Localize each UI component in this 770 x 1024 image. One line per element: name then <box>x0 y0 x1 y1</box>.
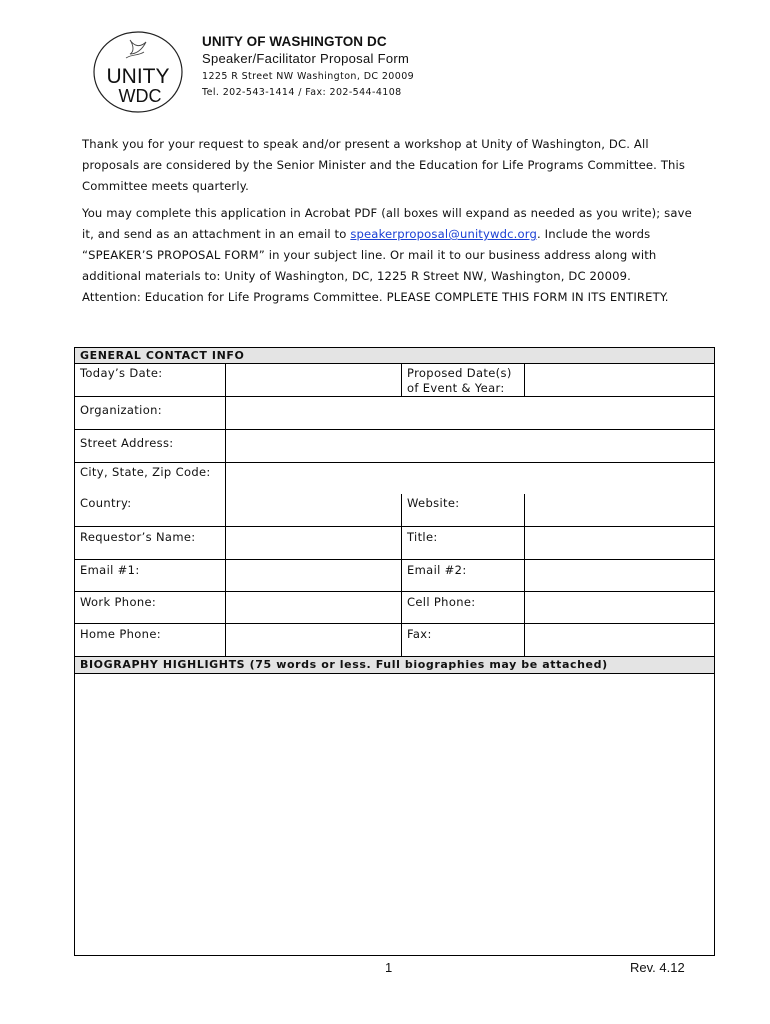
revision-label: Rev. 4.12 <box>630 960 685 975</box>
fax-label: Fax: <box>401 624 524 656</box>
fax-field[interactable] <box>524 624 714 656</box>
unity-wdc-logo <box>90 28 190 116</box>
work-phone-field[interactable] <box>225 592 401 623</box>
general-contact-info-header: GENERAL CONTACT INFO <box>75 348 714 364</box>
city-state-zip-label: City, State, Zip Code: <box>80 465 211 479</box>
logo-unity-text: UNITY <box>106 65 170 88</box>
organization-label: Organization: <box>80 403 162 417</box>
city-state-zip-field[interactable] <box>225 463 714 494</box>
organization-address: 1225 R Street NW Washington, DC 20009 <box>202 71 415 82</box>
form-row-dates <box>75 364 714 397</box>
title-label: Title: <box>401 527 524 559</box>
intro-paragraph-2 <box>82 203 692 308</box>
title-field[interactable] <box>524 527 714 559</box>
form-row-street-address <box>75 430 714 463</box>
instructions <box>82 134 692 308</box>
proposal-form <box>74 347 715 956</box>
website-field[interactable] <box>524 494 714 526</box>
biography-field[interactable] <box>75 674 714 955</box>
todays-date-field[interactable] <box>225 364 401 396</box>
requestor-name-label: Requestor’s Name: <box>80 530 196 544</box>
form-row-country <box>75 494 714 527</box>
logo-wdc-text: WDC <box>118 86 162 106</box>
intro-text-after-email: . Include the words “SPEAKER’S PROPOSAL FORM” in your subject line. Or mail it to our business address along with additional materials to: Unity of Washington, DC, 1225 R Street NW, Washington, DC 20009. Attention: Education for Life Programs Committee. PLEASE COMPLETE THIS FORM IN ITS ENTIRETY. <box>82 227 669 304</box>
email-2-field[interactable] <box>524 560 714 591</box>
street-address-field[interactable] <box>225 430 714 462</box>
todays-date-label: Today’s Date: <box>80 366 163 380</box>
organization-field[interactable] <box>225 397 714 429</box>
country-field[interactable] <box>225 494 401 526</box>
home-phone-label: Home Phone: <box>80 627 161 641</box>
proposed-dates-field[interactable] <box>524 364 535 396</box>
cell-phone-field[interactable] <box>524 592 714 623</box>
form-row-city-state-zip <box>75 463 714 494</box>
form-title: Speaker/Facilitator Proposal Form <box>202 51 410 66</box>
form-row-home-fax <box>75 624 714 657</box>
email-1-field[interactable] <box>225 560 401 591</box>
form-row-requestor <box>75 527 714 560</box>
form-row-phone <box>75 592 714 624</box>
page-number: 1 <box>385 960 393 975</box>
home-phone-field[interactable] <box>225 624 401 656</box>
email-1-label: Email #1: <box>80 563 140 577</box>
email-2-label: Email #2: <box>401 560 524 591</box>
country-label: Country: <box>80 496 132 510</box>
letterhead <box>202 34 414 98</box>
proposed-dates-label: Proposed Date(s) of Event & Year: <box>401 364 524 396</box>
cell-phone-label: Cell Phone: <box>401 592 524 623</box>
street-address-label: Street Address: <box>80 436 174 450</box>
organization-phone-fax: Tel. 202-543-1414 / Fax: 202-544-4108 <box>202 87 402 98</box>
biography-highlights-header: BIOGRAPHY HIGHLIGHTS (75 words or less. Full biographies may be attached) <box>75 657 714 674</box>
form-row-organization <box>75 397 714 430</box>
website-label: Website: <box>401 494 524 526</box>
email-link[interactable]: speakerproposal@unitywdc.org <box>350 227 537 241</box>
intro-text-before-email: You may complete this application in Acrobat PDF (all boxes will expand as needed as you write); save it, and send as an attachment in an email to <box>82 206 692 241</box>
intro-paragraph-1: Thank you for your request to speak and/or present a workshop at Unity of Washington, DC. All proposals are considered by the Senior Minister and the Education for Life Programs Committee. This Committee meets quarterly. <box>82 137 686 193</box>
organization-title: UNITY OF WASHINGTON DC <box>202 34 387 49</box>
form-row-email <box>75 560 714 592</box>
work-phone-label: Work Phone: <box>80 595 157 609</box>
requestor-name-field[interactable] <box>225 527 401 559</box>
